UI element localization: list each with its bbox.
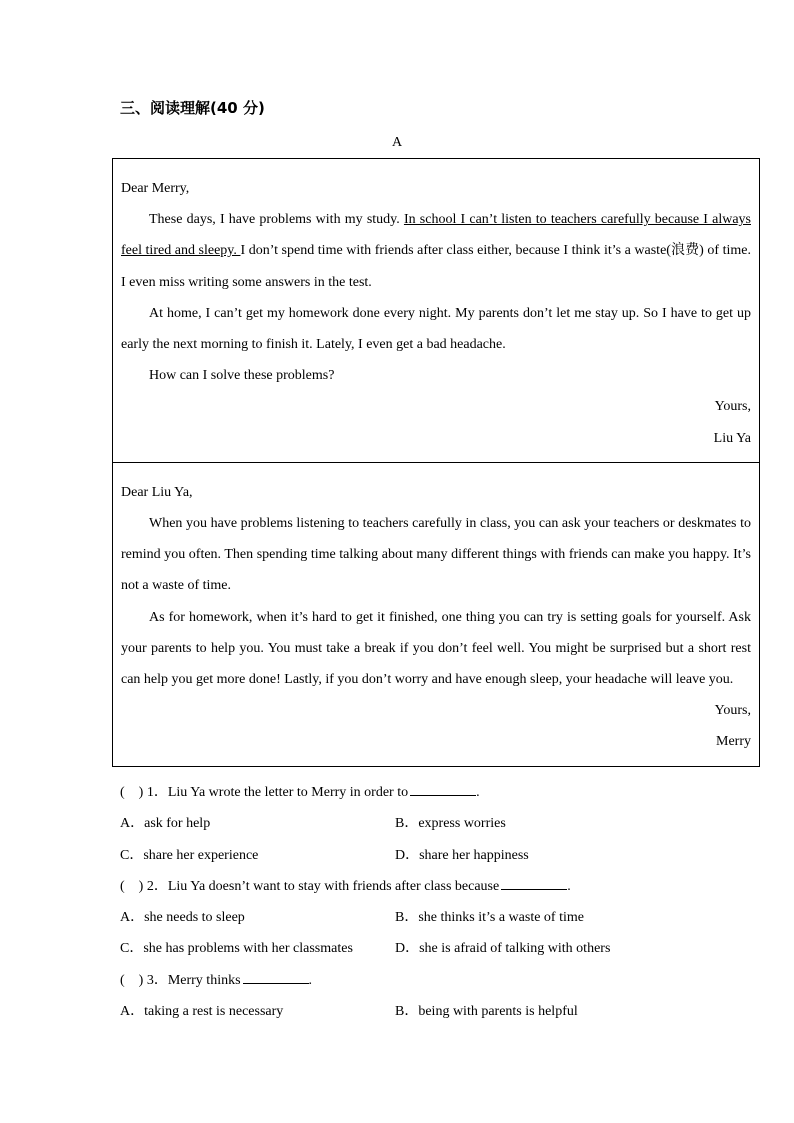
question-3-end: . [308,972,313,988]
letter-from-liu-ya [113,159,759,462]
letter1-paragraph-2: At home, I can’t get my homework done every night. My parents don’t let me stay up. So I have to get up early the next morning to finish it. Lately, I even get a bad headache. [121,305,751,353]
question-2-stem: ( ) 2．Liu Ya doesn’t want to stay with friends after class because [120,878,500,894]
letter2-greeting: Dear Liu Ya, [121,484,193,500]
letter1-p1-underlined: In school I can’t listen to teachers carefully because I always feel tired and sleepy. [121,212,751,259]
option-b[interactable]: B．being with parents is helpful [395,1004,578,1020]
question-1 [120,777,760,808]
answer-blank[interactable] [243,969,309,984]
question-2-options-row-2 [120,933,760,964]
option-b[interactable]: B．she thinks it’s a waste of time [395,910,584,926]
question-3-options-row-1 [120,996,760,1027]
option-b[interactable]: B．express worries [395,816,506,832]
letter1-paragraph-1 [121,204,751,298]
answer-blank[interactable] [410,781,476,796]
section-title: 三、阅读理解(40 分) [120,99,265,117]
question-1-end: . [476,785,480,800]
letter1-p1-intro: These days, I have problems with my study. [149,212,404,228]
passage-label [0,135,794,151]
letter2-paragraph-1: When you have problems listening to teachers carefully in class, you can ask your teachers or deskmates to remind you often. Then spending time talking about many different things with friends can make you happy. It’s not a waste of time. [121,516,751,594]
question-2-end: . [567,878,571,894]
option-c[interactable]: C．she has problems with her classmates [120,941,353,957]
letter1-closing: Yours, [714,399,751,415]
passage-label-text: A [391,135,403,150]
letter2-paragraph-2: As for homework, when it’s hard to get it finished, one thing you can try is setting goals for yourself. Ask your parents to help you. You must take a break if you don’t feel well. You might be surprised but a short rest can help you get more done! Lastly, if you don’t worry and have enough sleep, your headache will leave you. [121,609,751,688]
letter1-p1-rest: I don’t spend time with friends after class either, because I think it’s a waste(浪费) of time. I even miss writing some answers in the test. [121,243,751,290]
letter-from-merry [113,462,759,766]
questions [120,777,760,1027]
option-a[interactable]: A．she needs to sleep [120,910,245,926]
letter2-signature: Merry [716,734,751,750]
option-a[interactable]: A．taking a rest is necessary [120,1004,284,1020]
answer-blank[interactable] [501,875,567,890]
question-2 [120,871,760,902]
letter2-closing: Yours, [714,703,751,719]
question-1-options-row-2 [120,840,760,871]
option-c[interactable]: C．share her experience [120,847,259,863]
question-3 [120,965,760,996]
question-3-stem: ( ) 3．Merry thinks [120,972,241,988]
letter1-paragraph-3: How can I solve these problems? [149,368,335,384]
letter1-greeting: Dear Merry, [121,181,190,196]
letter1-signature: Liu Ya [713,430,751,446]
option-d[interactable]: D．she is afraid of talking with others [395,941,611,957]
letters-box [112,158,760,767]
option-a[interactable]: A．ask for help [120,816,211,832]
question-2-options-row-1 [120,902,760,933]
question-1-stem: ( ) 1．Liu Ya wrote the letter to Merry in order to [120,785,409,800]
option-d[interactable]: D．share her happiness [395,847,529,863]
question-1-options-row-1 [120,808,760,839]
